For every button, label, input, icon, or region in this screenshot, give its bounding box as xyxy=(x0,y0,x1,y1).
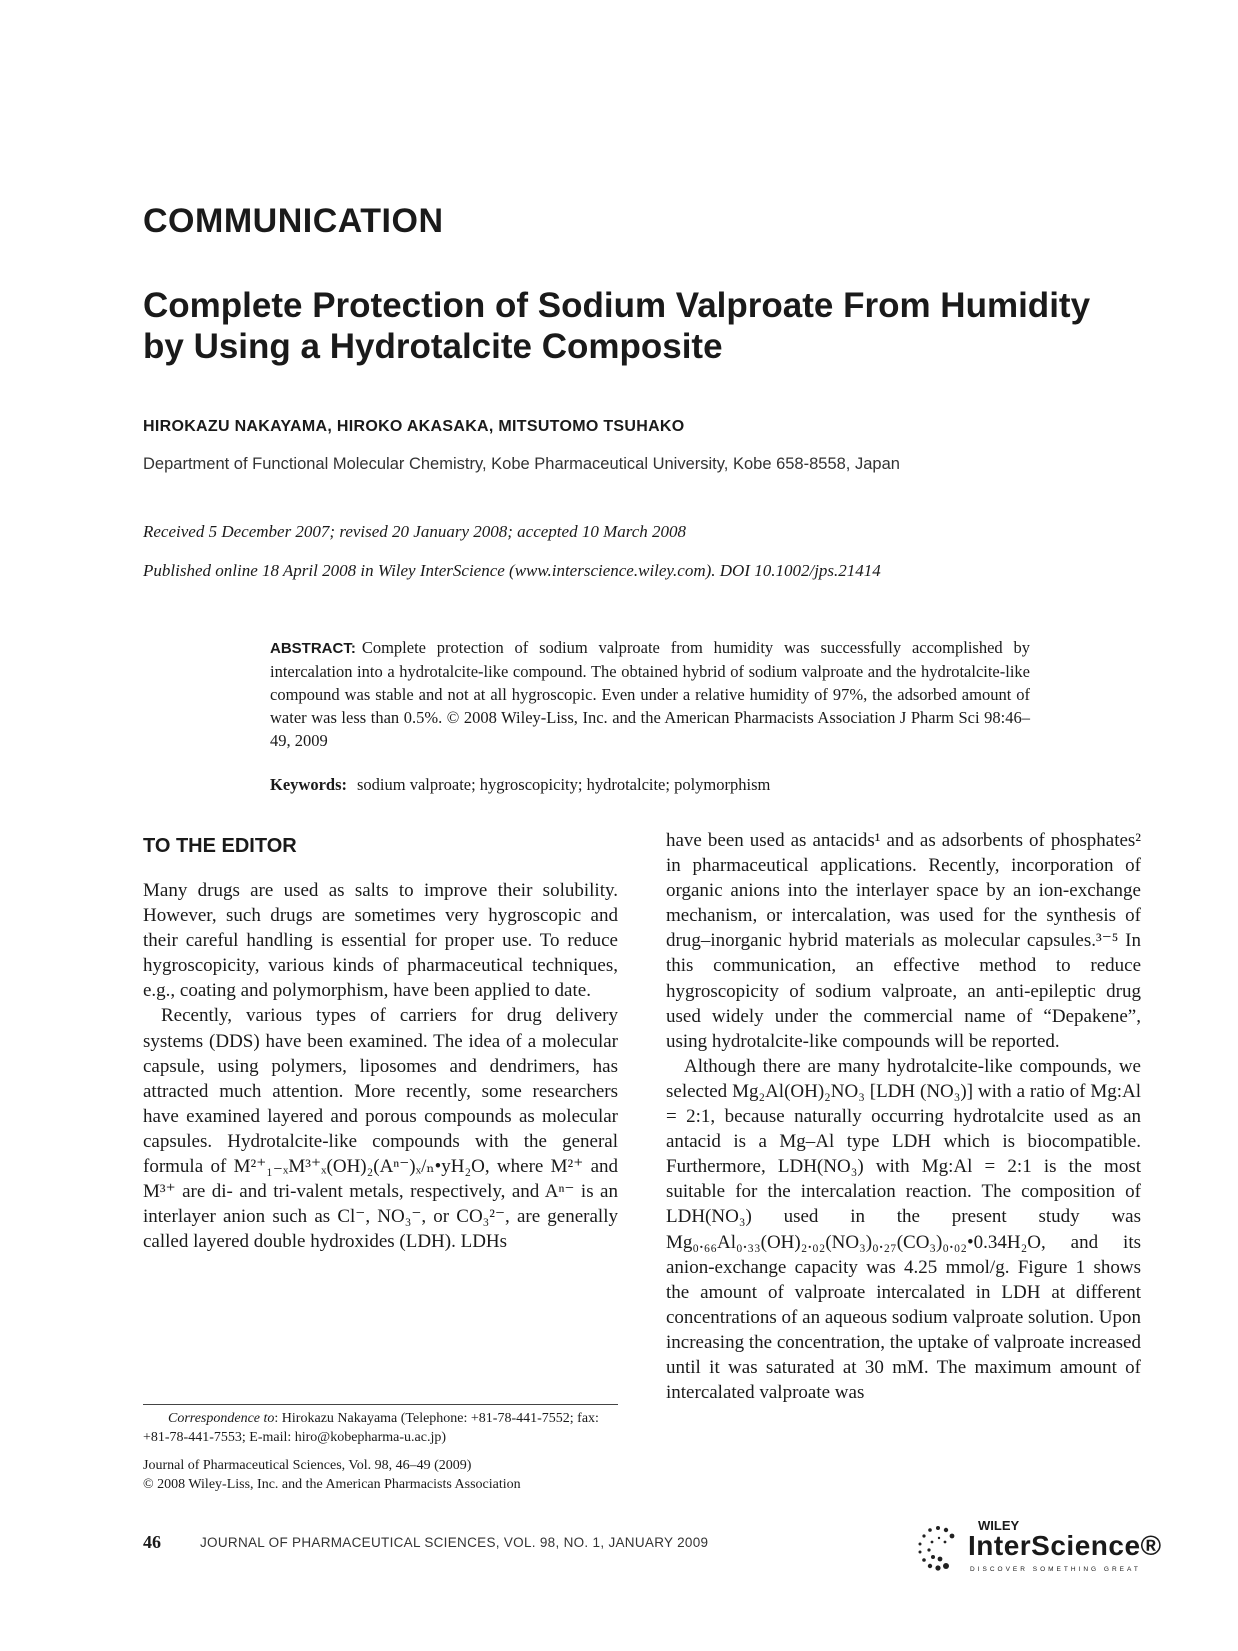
paragraph xyxy=(666,1054,1141,1405)
keywords xyxy=(270,775,770,795)
author-list: HIROKAZU NAKAYAMA, HIROKO AKASAKA, MITSUTOMO TSUHAKO xyxy=(143,418,685,435)
abstract-text: Complete protection of sodium valproate from humidity was successfully accomplished by intercalation into a hydrotalcite-like compound. The obtained hybrid of sodium valproate and the hydrotalcite-like compound was stable and not at all hygroscopic. Even under a relative humidity of 97%, the adsorbed amount of water was less than 0.5%. © 2008 Wiley-Liss, Inc. and the American Pharmacists Association J Pharm Sci 98:46–49, 2009 xyxy=(270,638,1030,750)
journal-citation: Journal of Pharmaceutical Sciences, Vol. 98, 46–49 (2009) xyxy=(143,1458,472,1473)
logo-tagline: DISCOVER SOMETHING GREAT xyxy=(970,1566,1141,1573)
paragraph: Many drugs are used as salts to improve their solubility. However, such drugs are sometimes very hygroscopic and their careful handling is essential for proper use. To reduce hygroscopicity, various kinds of pharmaceutical techniques, e.g., coating and polymorphism, have been applied to date. xyxy=(143,880,618,1002)
section-heading: TO THE EDITOR xyxy=(143,835,297,857)
wiley-wordmark: WILEY xyxy=(978,1518,1020,1533)
paragraph xyxy=(143,1003,618,1254)
wiley-interscience-logo xyxy=(912,1518,1162,1578)
received-dates: Received 5 December 2007; revised 20 January 2008; accepted 10 March 2008 xyxy=(143,522,687,541)
paragraph-text: , and its anion-exchange capacity was 4.25 mmol/g. Figure 1 shows the amount of valproate intercalated in LDH at different concentrations of an aqueous sodium valproate solution. Upon increasing the concentration, the uptake of valproate increased until it was saturated at 30 mM. The maximum amount of intercalated valproate was xyxy=(666,1231,1141,1404)
publication-info: Published online 18 April 2008 in Wiley InterScience (www.interscience.wiley.com). DOI 10.1002/jps.21414 xyxy=(143,561,881,580)
affiliation: Department of Functional Molecular Chemistry, Kobe Pharmaceutical University, Kobe 658-8558, Japan xyxy=(143,455,900,473)
composition-formula: Mg₀.₆₆Al₀.₃₃(OH)₂.₀₂(NO₃)₀.₂₇(CO₃)₀.₀₂•0.34H₂O xyxy=(666,1231,1041,1253)
keywords-text: sodium valproate; hygroscopicity; hydrotalcite; polymorphism xyxy=(357,775,771,794)
correspondence-text: : Hirokazu Nakayama (Telephone: +81-78-441-7552; fax: +81-78-441-7553; E-mail: hiro@kobepharma-u.ac.jp) xyxy=(143,1411,599,1445)
general-formula: M²⁺₁₋ₓM³⁺ₓ(OH)₂(Aⁿ⁻)ₓ/ₙ•yH₂O xyxy=(233,1156,485,1178)
abstract xyxy=(270,636,1030,752)
keywords-label: Keywords: xyxy=(270,775,347,794)
running-footer: JOURNAL OF PHARMACEUTICAL SCIENCES, VOL. 98, NO. 1, JANUARY 2009 xyxy=(200,1535,709,1550)
left-column xyxy=(143,878,618,1254)
correspondence-label: Correspondence to xyxy=(168,1411,275,1426)
footnote xyxy=(143,1410,618,1494)
abstract-label: ABSTRACT: xyxy=(270,640,356,657)
paragraph-text: , where M²⁺ and M³⁺ are di- and tri-valent metals, respectively, and Aⁿ⁻ is an interlayer anion such as Cl⁻, NO₃⁻, or CO₃²⁻, are generally called layered double hydroxides (LDH). LDHs xyxy=(143,1156,619,1253)
copyright: © 2008 Wiley-Liss, Inc. and the American Pharmacists Association xyxy=(143,1476,521,1492)
article-title: Complete Protection of Sodium Valproate From Humidity by Using a Hydrotalcite Composite xyxy=(143,286,1091,366)
right-column xyxy=(666,828,1141,1405)
section-label: COMMUNICATION xyxy=(143,202,444,240)
paragraph-text: Although there are many hydrotalcite-like compounds, we selected Mg₂Al(OH)₂NO₃ [LDH (NO₃)] with a ratio of Mg:Al = 2:1, because naturally occurring hydrotalcite used as an antacid is a Mg–Al type LDH which is biocompatible. Furthermore, LDH(NO₃) with Mg:Al = 2:1 is the most suitable for the intercalation reaction. The composition of LDH(NO₃) used in the present study was xyxy=(666,1055,1141,1228)
footnote-divider xyxy=(143,1404,618,1405)
dot-swirl-icon xyxy=(912,1522,964,1574)
paragraph-text: Recently, various types of carriers for drug delivery systems (DDS) have been examined. The idea of a molecular capsule, using polymers, liposomes and dendrimers, has attracted much attention. More recently, some researchers have examined layered and porous compounds as molecular capsules. Hydrotalcite-like compounds with the general formula of xyxy=(143,1005,618,1178)
paragraph: have been used as antacids¹ and as adsorbents of phosphates² in pharmaceutical applications. Recently, incorporation of organic anions into the interlayer space by an ion-exchange mechanism, or intercalation, was used for the synthesis of drug–inorganic hybrid materials as molecular capsules.³⁻⁵ In this communication, an effective method to reduce hygroscopicity of sodium valproate, an anti-epileptic drug used widely under the commercial name of “Depakene”, using hydrotalcite-like compounds will be reported. xyxy=(666,830,1141,1052)
page-number: 46 xyxy=(143,1532,161,1552)
correspondence xyxy=(143,1410,618,1447)
interscience-wordmark: InterScience® xyxy=(968,1530,1162,1561)
